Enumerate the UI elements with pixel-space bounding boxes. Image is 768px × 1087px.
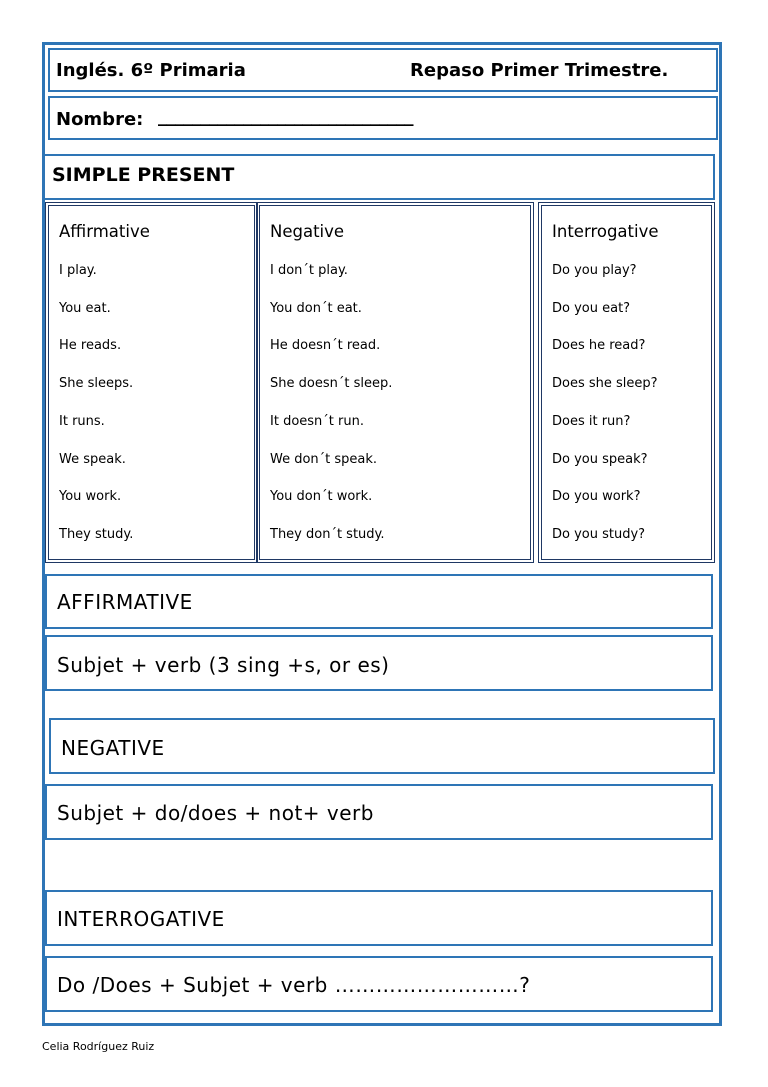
header-right: Repaso Primer Trimestre. [410, 60, 669, 81]
table-cell: You eat. [59, 301, 111, 316]
negative-formula: Subjet + do/does + not+ verb [57, 801, 374, 825]
table-cell: Does it run? [552, 414, 631, 429]
table-cell: Do you eat? [552, 301, 631, 316]
column-heading: Affirmative [59, 222, 150, 241]
interrogative-formula: Do /Does + Subjet + verb ………………………? [57, 973, 531, 997]
table-cell: Do you work? [552, 489, 641, 504]
table-cell: He reads. [59, 338, 122, 353]
table-cell: Do you play? [552, 263, 637, 278]
table-cell: They don´t study. [270, 527, 385, 542]
table-cell: We don´t speak. [270, 452, 378, 467]
affirmative-title: AFFIRMATIVE [57, 590, 193, 614]
simple-present-box [42, 154, 715, 200]
table-cell: It doesn´t run. [270, 414, 364, 429]
negative-column [256, 202, 534, 563]
table-cell: Does she sleep? [552, 376, 658, 391]
name-label: Nombre: [56, 109, 144, 130]
name-box [48, 96, 718, 140]
affirmative-title-box [45, 574, 713, 629]
negative-formula-box [45, 784, 713, 840]
author-footer: Celia Rodríguez Ruiz [42, 1040, 155, 1053]
table-cell: Does he read? [552, 338, 646, 353]
table-cell: It runs. [59, 414, 105, 429]
affirmative-column [45, 202, 258, 563]
table-cell: You don´t work. [270, 489, 373, 504]
interrogative-column [538, 202, 715, 563]
interrogative-formula-box [45, 956, 713, 1012]
table-cell: He doesn´t read. [270, 338, 381, 353]
interrogative-title: INTERROGATIVE [57, 907, 225, 931]
name-blank: ______________________________ [158, 106, 413, 127]
table-cell: They study. [59, 527, 134, 542]
table-cell: We speak. [59, 452, 126, 467]
table-cell: Do you study? [552, 527, 646, 542]
interrogative-title-box [45, 890, 713, 946]
column-heading: Negative [270, 222, 345, 241]
header-left: Inglés. 6º Primaria [56, 60, 246, 81]
table-cell: I play. [59, 263, 97, 278]
table-cell: You don´t eat. [270, 301, 362, 316]
column-heading: Interrogative [552, 222, 659, 241]
affirmative-formula: Subjet + verb (3 sing +s, or es) [57, 653, 390, 677]
header-box [48, 48, 718, 92]
simple-present-title: SIMPLE PRESENT [52, 164, 235, 186]
table-cell: I don´t play. [270, 263, 348, 278]
affirmative-formula-box [45, 635, 713, 691]
table-cell: She doesn´t sleep. [270, 376, 393, 391]
negative-title-box [49, 718, 715, 774]
negative-title: NEGATIVE [61, 736, 165, 760]
table-cell: Do you speak? [552, 452, 648, 467]
table-cell: You work. [59, 489, 122, 504]
table-cell: She sleeps. [59, 376, 134, 391]
